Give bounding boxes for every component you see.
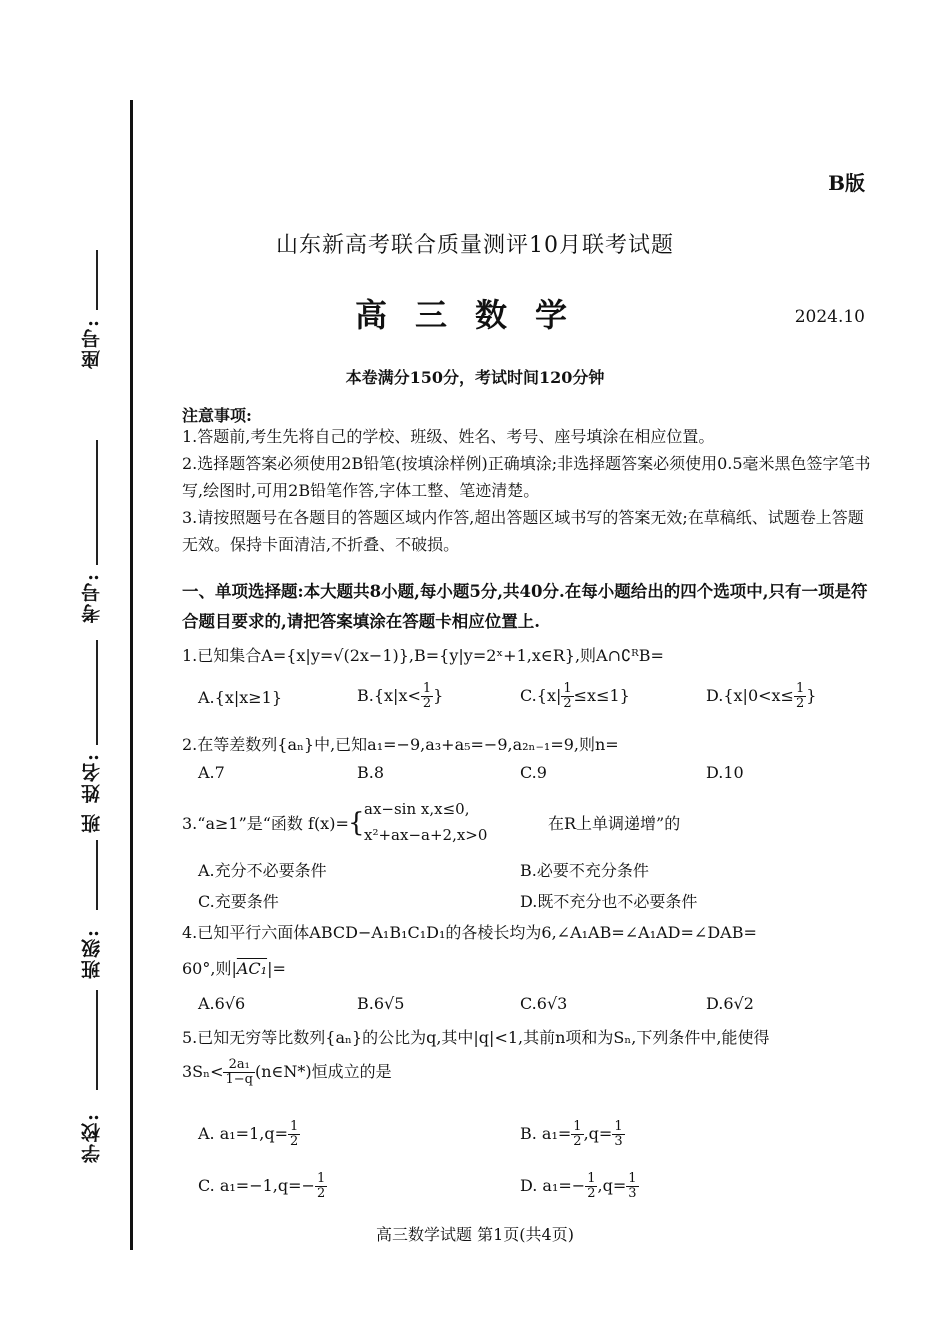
question-5-line-1: 5.已知无穷等比数列{aₙ}的公比为q,其中|q|<1,其前n项和为Sₙ,下列条件中,能使得 xyxy=(182,1028,770,1047)
q2-option-b: B.8 xyxy=(357,763,385,782)
q5-option-b: B. a₁= $\frac{1}{2}$ ,q= $\frac{1}{3}$ xyxy=(520,1119,623,1149)
q3-option-a: A.充分不必要条件 xyxy=(198,861,327,880)
question-2-stem: 2.在等差数列{aₙ}中,已知a₁=−9,a₃+a₅=−9,a₂ₙ₋₁=9,则n= xyxy=(182,735,619,754)
grade-label: 班级: xyxy=(81,928,103,980)
question-3-stem xyxy=(182,798,882,850)
q5-option-a: A. a₁=1,q= $\frac{1}{2}$ xyxy=(198,1119,299,1149)
note-item-1: 1.答题前,考生先将自己的学校、班级、姓名、考号、座号填涂在相应位置。 xyxy=(182,427,715,446)
version-badge: B版 xyxy=(828,171,865,195)
question-5-line-2: 3Sₙ< $\frac{\text{2a₁}}{1-q}$ (n∈N*)恒成立的是 xyxy=(182,1057,392,1087)
q3-option-c: C.充要条件 xyxy=(198,892,279,911)
question-4-line-2: 60°,则|AC₁|= xyxy=(182,959,286,978)
seat-label: 座号: xyxy=(81,318,103,370)
vector-ac1: AC₁ xyxy=(236,959,268,978)
note-item-2: 2.选择题答案必须使用2B铅笔(按填涂样例)正确填涂;非选择题答案必须使用0.5毫米黑色签字笔书写,绘图时,可用2B铅笔作答,字体工整、笔迹清楚。 xyxy=(182,454,871,500)
exam-date: 2024.10 xyxy=(794,307,865,327)
q4-option-b: B.6√5 xyxy=(357,994,405,1013)
q3-brace: { xyxy=(348,808,365,838)
q4-option-c: C.6√3 xyxy=(520,994,568,1013)
q4-option-d: D.6√2 xyxy=(706,994,754,1013)
grade-blank xyxy=(96,990,98,1090)
score-time-info: 本卷满分150分，考试时间120分钟 xyxy=(345,368,605,387)
q2-option-a: A.7 xyxy=(198,763,225,782)
notes-heading: 注意事项: xyxy=(182,406,252,425)
q2-option-d: D.10 xyxy=(706,763,744,782)
q3-case-1: ax−sin x,x≤0, xyxy=(364,800,470,818)
q3-case-2: x²+ax−a+2,x>0 xyxy=(364,826,488,844)
section-heading: 一、单项选择题:本大题共8小题,每小题5分,共40分.在每小题给出的四个选项中,只有一项是符合题目要求的,请把答案填涂在答题卡相应位置上. xyxy=(182,582,868,631)
q1-option-c: C.{x| $\frac{1}{2}$ ≤x≤1} xyxy=(520,681,630,711)
note-item-3: 3.请按照题号在各题目的答题区域内作答,超出答题区域书写的答案无效;在草稿纸、试题卷上答题无效。保持卡面清洁,不折叠、不破损。 xyxy=(182,508,864,554)
class-char: 班 xyxy=(81,812,103,833)
name-blank xyxy=(96,640,98,745)
exam-no-label: 考号: xyxy=(81,572,103,624)
school-label: 学校: xyxy=(81,1112,103,1164)
name-label: 姓名: xyxy=(81,752,103,804)
binding-line xyxy=(130,100,133,1250)
q5-option-c: C. a₁=−1,q=− $\frac{1}{2}$ xyxy=(198,1171,326,1201)
subject-title: 高三数学 xyxy=(354,296,595,334)
q3-option-d: D.既不充分也不必要条件 xyxy=(520,892,698,911)
page-footer: 高三数学试题 第1页(共4页) xyxy=(376,1225,574,1244)
q1-option-d: D.{x|0<x≤ $\frac{1}{2}$ } xyxy=(706,681,817,711)
q2-option-c: C.9 xyxy=(520,763,547,782)
q3-post: 在R上单调递增”的 xyxy=(548,814,681,833)
q1-option-a: A.{x|x≥1} xyxy=(198,688,283,707)
q1-option-b: B.{x|x< $\frac{1}{2}$ } xyxy=(357,681,444,711)
question-1-stem: 1.已知集合A={x|y=√(2x−1)},B={y|y=2ˣ+1,x∈R},则A∩∁ᴿB= xyxy=(182,646,664,665)
question-4-line-1: 4.已知平行六面体ABCD−A₁B₁C₁D₁的各棱长均为6,∠A₁AB=∠A₁AD=∠DAB= xyxy=(182,923,757,942)
q5-option-d: D. a₁=− $\frac{1}{2}$ ,q= $\frac{1}{3}$ xyxy=(520,1171,637,1201)
q4-option-a: A.6√6 xyxy=(198,994,246,1013)
class-blank xyxy=(96,840,98,910)
exam-no-blank xyxy=(96,440,98,565)
q3-option-b: B.必要不充分条件 xyxy=(520,861,649,880)
q3-pre: 3.“a≥1”是“函数 f(x)= xyxy=(182,814,349,833)
exam-title: 山东新高考联合质量测评10月联考试题 xyxy=(276,233,674,258)
